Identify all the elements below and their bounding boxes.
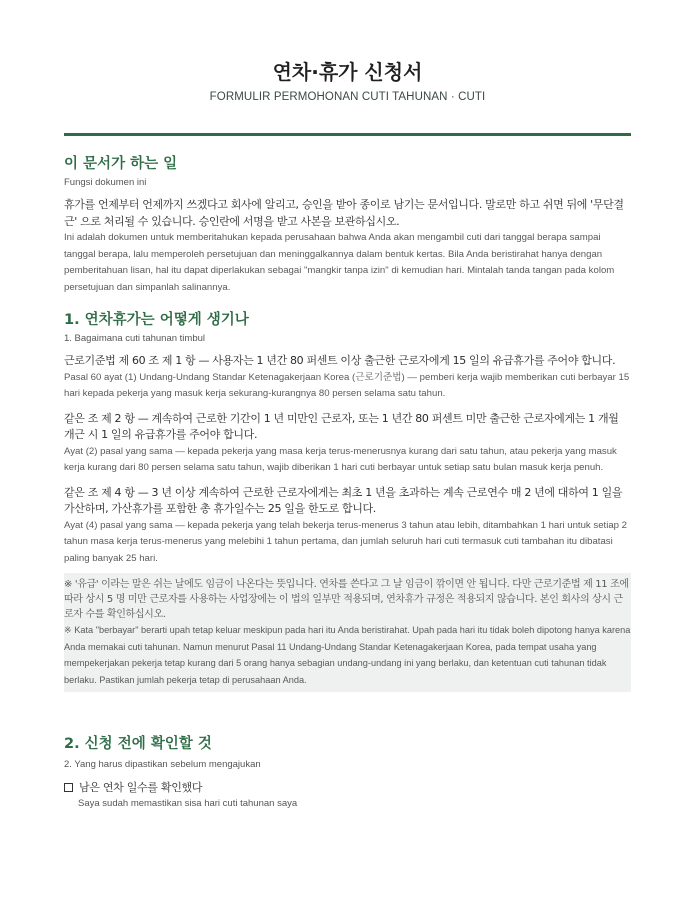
section-1-subheading: 1. Bagaimana cuti tahunan timbul bbox=[64, 333, 206, 344]
law-item bbox=[64, 353, 631, 403]
checkbox[interactable] bbox=[64, 783, 73, 792]
law-item bbox=[64, 411, 631, 477]
page-subtitle: FORMULIR PERMOHONAN CUTI TAHUNAN · CUTI bbox=[209, 91, 486, 103]
law-item-ko: 같은 조 제 2 항 — 계속하여 근로한 기간이 1 년 미만인 근로자, 또는 1 년간 80 퍼센트 미만 출근한 근로자에게는 1 개월 개근 시 1 일의 유급휴가를 주어야 합니다. bbox=[64, 411, 619, 441]
law-item-id: Ayat (2) pasal yang sama — kepada pekerja yang masa kerja terus-menerusnya kurang dari satu tahun, atau pekerja yang masuk kerja kurang dari 80 persen selama satu tahun, wajib diberikan 1 hari cuti berbayar untuk setiap satu bulan masuk kerja penuh. bbox=[64, 445, 617, 473]
section-2-heading: 2. 신청 전에 확인할 것 bbox=[64, 736, 212, 752]
intro-text-id: Ini adalah dokumen untuk memberitahukan kepada perusahaan bahwa Anda akan mengambil cuti dari tanggal berapa sampai tanggal berapa, lalu memperoleh persetujuan dan meninggalkannya dalam bentuk kertas. Bila Anda beristirahat hanya dengan pemberitahuan lisan, hal itu dapat diperlakukan sebagai "mangkir tanpa izin" di kemudian hari. Mintalah tanda tangan pada kolom persetujuan dan simpanlah salinannya. bbox=[64, 232, 615, 293]
intro-subheading: Fungsi dokumen ini bbox=[64, 177, 147, 188]
law-item-id: Ayat (4) pasal yang sama — kepada pekerja yang telah bekerja terus-menerus 3 tahun atau lebih, ditambahkan 1 hari untuk setiap 2 tahun masa kerja terus-menerus yang melebihi 1 tahun pertama, dan jumlah seluruh hari cuti termasuk cuti tambahan itu dibatasi paling banyak 25 hari. bbox=[64, 519, 628, 564]
law-item-ko: 근로기준법 제 60 조 제 1 항 — 사용자는 1 년간 80 퍼센트 이상 출근한 근로자에게 15 일의 유급휴가를 주어야 합니다. bbox=[64, 354, 616, 367]
header-divider bbox=[64, 133, 631, 136]
intro-section bbox=[64, 154, 631, 296]
note-text-ko: ※ '유급' 이라는 말은 쉬는 날에도 임금이 나온다는 뜻입니다. 연차를 쓴다고 그 날 임금이 깎이면 안 됩니다. 다만 근로기준법 제 11 조에 따라 상시 5 명 미만 근로자를 사용하는 사업장에는 이 법의 일부만 적용되며, 연차휴가 규정은 적용되지 않습니다. 본인 회사의 상시 근로자 수를 확인하십시오. bbox=[64, 579, 629, 620]
note-box bbox=[64, 573, 631, 692]
intro-text-ko: 휴가를 언제부터 언제까지 쓰겠다고 회사에 알리고, 승인을 받아 종이로 남기는 문서입니다. 말로만 하고 쉬면 뒤에 '무단결근' 으로 처리될 수 있습니다. 승인란에 서명을 받고 사본을 보관하십시오. bbox=[64, 198, 624, 228]
intro-heading: 이 문서가 하는 일 bbox=[64, 156, 178, 172]
note-text-id: ※ Kata "berbayar" berarti upah tetap keluar meskipun pada hari itu Anda beristirahat. Upah pada hari itu tidak boleh dipotong hanya karena Anda memakai cuti tahunan. Namun menurut Pasal 11 Undang-Undang Standar Ketenagakerjaan Korea, pada tempat usaha yang mempekerjakan pekerja tetap kurang dari 5 orang hanya sebagian undang-undang ini yang berlaku, dan ketentuan cuti tahunan tidak berlaku. Pastikan jumlah pekerja tetap di perusahaan Anda. bbox=[64, 625, 631, 685]
section-1 bbox=[64, 310, 631, 692]
checklist-label-ko: 남은 연차 일수를 확인했다 bbox=[79, 781, 203, 794]
law-item bbox=[64, 485, 631, 568]
checklist-item bbox=[64, 779, 631, 809]
law-item-ko: 같은 조 제 4 항 — 3 년 이상 계속하여 근로한 근로자에게는 최초 1 년을 초과하는 계속 근로연수 매 2 년에 대하여 1 일을 가산하며, 가산휴가를 포함한 총 휴가일수는 25 일을 한도로 합니다. bbox=[64, 485, 623, 515]
section-1-heading: 1. 연차휴가는 어떻게 생기나 bbox=[64, 312, 249, 328]
checklist-label-id: Saya sudah memastikan sisa hari cuti tahunan saya bbox=[78, 798, 298, 809]
section-2 bbox=[64, 734, 631, 809]
section-2-subheading: 2. Yang harus dipastikan sebelum mengajukan bbox=[64, 759, 261, 770]
page-title: 연차·휴가 신청서 bbox=[272, 60, 423, 84]
law-item-id: Pasal 60 ayat (1) Undang-Undang Standar Ketenagakerjaan Korea (근로기준법) — pemberi kerja wajib memberikan cuti berbayar 15 hari kepada pekerja yang masuk kerja sekurang-kurangnya 80 persen selama satu tahun. bbox=[64, 371, 630, 399]
